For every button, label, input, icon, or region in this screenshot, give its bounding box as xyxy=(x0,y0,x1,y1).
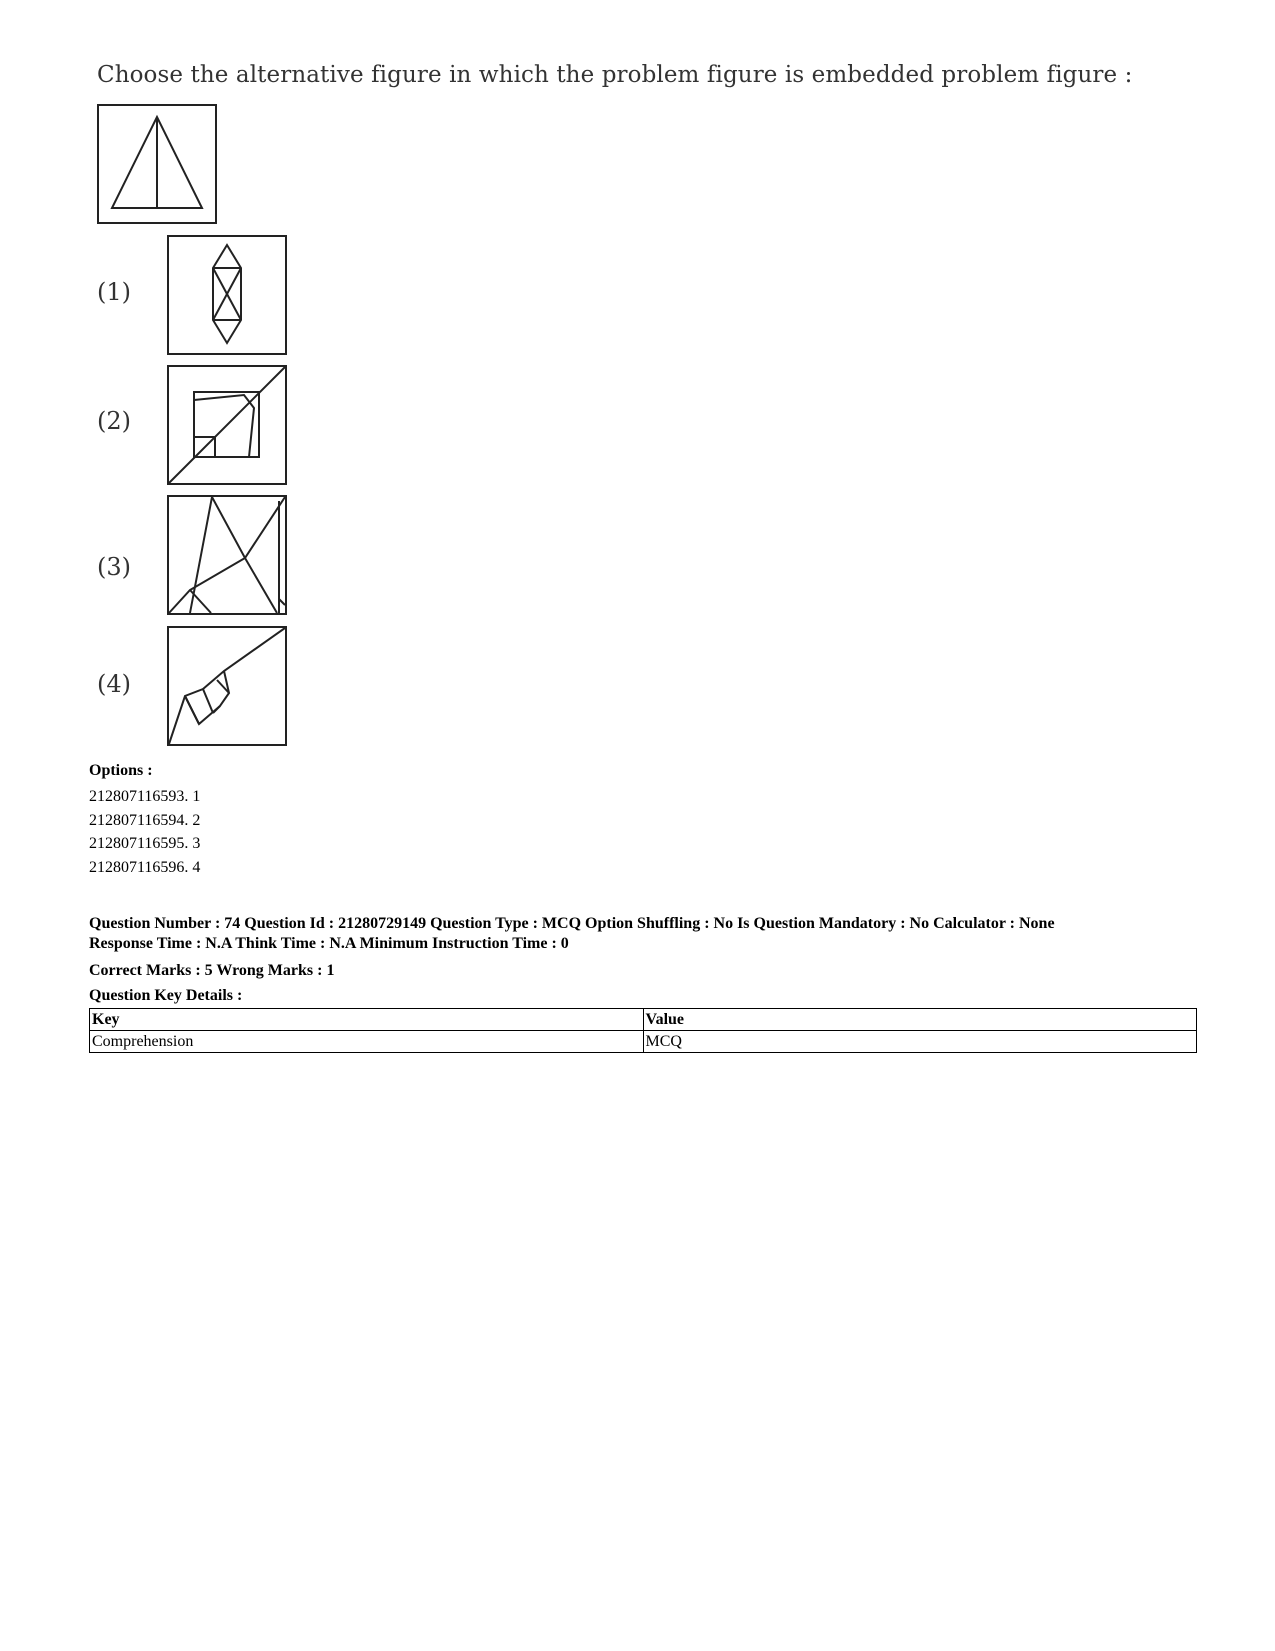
figure-label-2: (2) xyxy=(97,407,131,435)
table-cell: MCQ xyxy=(643,1031,1197,1053)
answer-figure-3 xyxy=(167,495,287,615)
options-list xyxy=(89,785,200,879)
key-details-heading: Question Key Details : xyxy=(89,987,243,1004)
column-header-key: Key xyxy=(90,1009,644,1031)
question-meta-line1: Question Number : 74 Question Id : 21280729149 Question Type : MCQ Option Shuffling : No Is Question Mandatory : No Calculator : None xyxy=(89,915,1055,932)
problem-figure xyxy=(97,104,217,224)
key-details-table xyxy=(89,1008,1197,1053)
marks-info: Correct Marks : 5 Wrong Marks : 1 xyxy=(89,962,335,979)
table-header-row xyxy=(90,1009,1197,1031)
answer-figure-4 xyxy=(167,626,287,746)
option-item: 212807116595. 3 xyxy=(89,835,201,852)
figure-label-3: (3) xyxy=(97,553,131,581)
figure-label-1: (1) xyxy=(97,278,131,306)
table-row xyxy=(90,1031,1197,1053)
figure-label-4: (4) xyxy=(97,670,131,698)
question-meta-line2: Response Time : N.A Think Time : N.A Minimum Instruction Time : 0 xyxy=(89,935,569,952)
option-item: 212807116596. 4 xyxy=(89,858,201,876)
option-item: 212807116593. 1 xyxy=(89,788,201,805)
table-cell: Comprehension xyxy=(90,1031,644,1053)
option-item: 212807116594. 2 xyxy=(89,811,201,829)
question-text: Choose the alternative figure in which the problem figure is embedded problem figure : xyxy=(97,62,1133,88)
answer-figure-1 xyxy=(167,235,287,355)
column-header-value: Value xyxy=(643,1009,1197,1031)
question-meta xyxy=(89,914,1055,954)
answer-figure-2 xyxy=(167,365,287,485)
options-heading: Options : xyxy=(89,762,153,779)
